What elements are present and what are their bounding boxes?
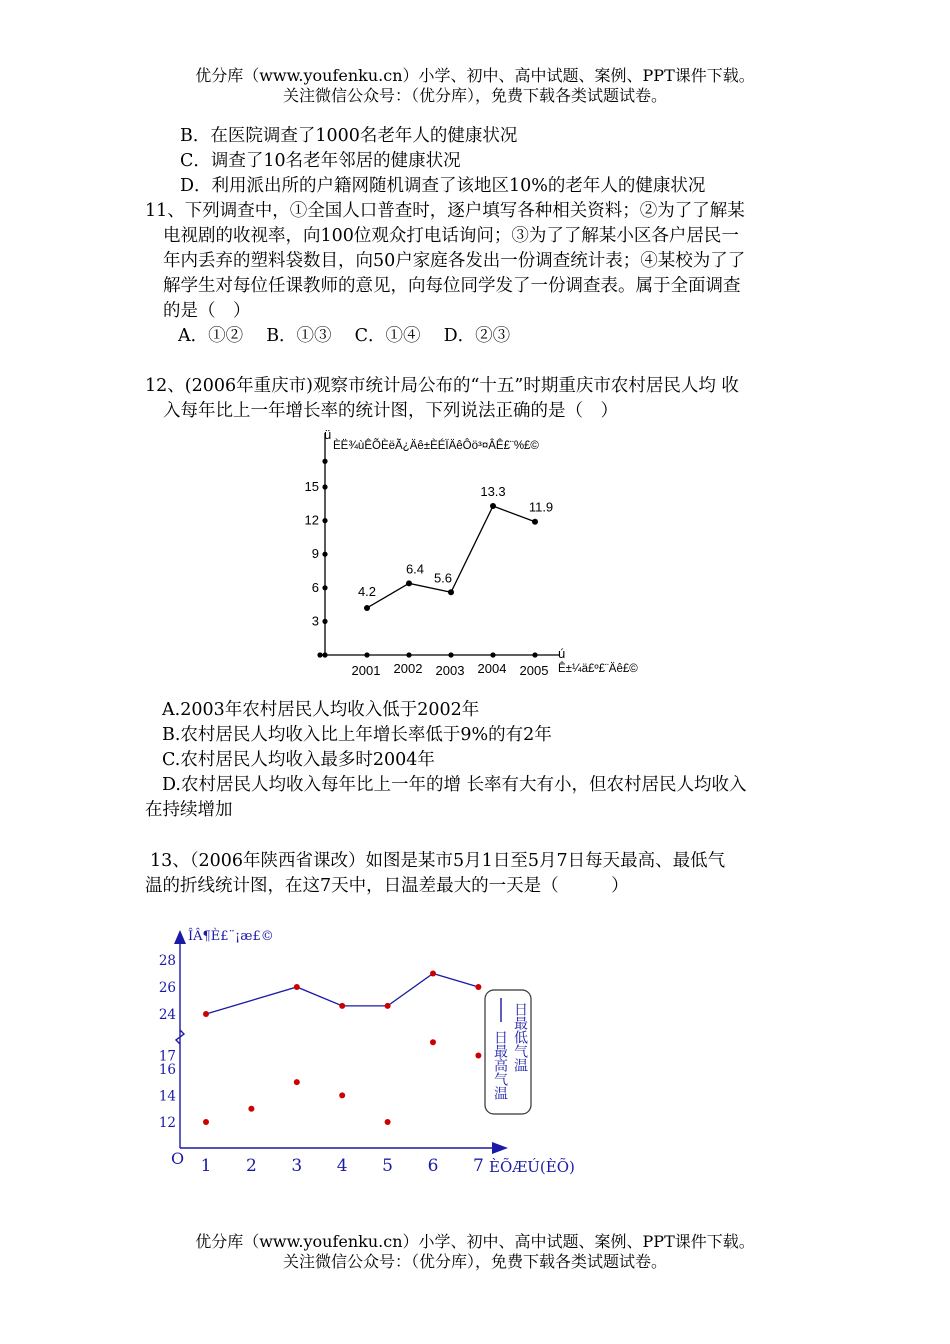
q10-option-b: B．在医院调查了1000名老年人的健康状况 xyxy=(180,126,518,146)
chart2-ytick-label: 16 xyxy=(158,1061,176,1078)
q12-option-d-cont: 在持续增加 xyxy=(145,800,233,820)
chart2-low-temp-point xyxy=(430,1039,436,1045)
chart1-data-point xyxy=(532,519,538,525)
temperature-chart xyxy=(150,922,590,1182)
chart1-data-point xyxy=(364,605,370,611)
header-line-1: 优分库（www.youfenku.cn）小学、初中、高中试题、案例、PPT课件下载。 xyxy=(195,66,755,85)
q13-line-1: 13、（2006年陕西省课改）如图是某市5月1日至5月7日每天最高、最低气 xyxy=(150,851,726,871)
chart2-high-temp-point xyxy=(385,1003,391,1009)
chart1-data-point xyxy=(448,589,454,595)
chart1-xtick-dot xyxy=(448,652,453,657)
chart1-xtick-dot xyxy=(532,652,537,657)
chart2-ytick-label: 14 xyxy=(158,1088,176,1105)
chart2-xtick-label: 5 xyxy=(382,1156,394,1176)
chart1-ytick-dot xyxy=(322,619,327,624)
q11-options: A．①② B．①③ C．①④ D．②③ xyxy=(178,326,511,346)
q10-option-d: D．利用派出所的户籍网随机调查了该地区10%的老年人的健康状况 xyxy=(180,176,706,196)
q12-option-c: C.农村居民人均收入最多时2004年 xyxy=(162,750,435,770)
chart1-ytick-dot xyxy=(322,484,327,489)
q12-option-b: B.农村居民人均收入比上年增长率低于9%的有2年 xyxy=(162,725,552,745)
chart2-low-temp-point xyxy=(339,1092,345,1098)
chart2-low-temp-point xyxy=(385,1119,391,1125)
chart2-y-arrow xyxy=(174,930,186,944)
chart1-data-point xyxy=(490,503,496,509)
chart2-ytick-label: 24 xyxy=(158,1007,176,1023)
chart2-xtick-label: 2 xyxy=(245,1156,257,1176)
legend-high-label: 日最高气温 xyxy=(492,1030,508,1100)
q12-option-a: A.2003年农村居民人均收入低于2002年 xyxy=(162,700,480,720)
chart2-high-temp-point xyxy=(294,984,300,990)
chart2-xtick-label: 6 xyxy=(427,1156,439,1176)
chart1-ylabel: ÈË¾ùÊÕÈëÃ¿Äê±ÈÉÏÄêÔö³¤ÂÊ£¨%£© xyxy=(333,440,539,452)
chart1-xtick-label: 2004 xyxy=(477,661,507,676)
chart2-ytick-label: 28 xyxy=(158,953,176,969)
chart1-data-label: 5.6 xyxy=(433,570,453,586)
q11-line-4: 解学生对每位任课教师的意见，向每位同学发了一份调查表。属于全面调查 xyxy=(163,276,741,296)
q12-line-1: 12、(2006年重庆市)观察市统计局公布的“十五”时期重庆市农村居民人均 收 xyxy=(145,376,739,396)
chart1-origin-dot xyxy=(322,652,327,657)
chart1-data-label: 4.2 xyxy=(357,583,377,599)
chart1-data-label: 11.9 xyxy=(528,499,554,515)
chart2-y-axis xyxy=(176,936,184,1148)
chart1-ytick-label: 3 xyxy=(311,613,319,629)
chart1-xtick-label: 2003 xyxy=(435,663,465,678)
legend-low-label: 日最低气温 xyxy=(512,1002,528,1072)
q11-line-1: 11、下列调查中，①全国人口普查时，逐户填写各种相关资料；②为了了解某 xyxy=(145,201,745,221)
chart1-ytick-label: 15 xyxy=(304,479,319,494)
chart2-xtick-label: 1 xyxy=(200,1156,212,1176)
chart1-ylabel-glyph: ü xyxy=(324,427,332,442)
q13-line-2: 温的折线统计图，在这7天中，日温差最大的一天是（ ） xyxy=(145,876,629,896)
q11-line-5: 的是（ ） xyxy=(163,301,251,321)
chart1-ytick-dot xyxy=(322,459,327,464)
chart2-high-temp-point xyxy=(339,1003,345,1009)
chart1-ytick-dot xyxy=(322,518,327,523)
chart1-xtick-dot xyxy=(490,652,495,657)
q11-line-3: 年内丢弃的塑料袋数目，向50户家庭各发出一份调查统计表；④某校为了了 xyxy=(163,251,746,271)
chart1-ytick-dot xyxy=(322,585,327,590)
q12-option-d: D.农村居民人均收入每年比上一年的增 长率有大有小，但农村居民人均收入 xyxy=(162,775,747,795)
chart2-legend xyxy=(485,990,531,1114)
chart1-xtick-dot xyxy=(406,652,411,657)
chart1-xtick-dot xyxy=(364,652,369,657)
chart1-xtick-label: 2002 xyxy=(393,661,423,676)
chart1-xlabel-glyph: ú xyxy=(558,646,566,661)
chart1-data-point xyxy=(406,580,412,586)
chart1-ytick-label: 12 xyxy=(304,512,319,528)
chart2-ytick-label: 12 xyxy=(158,1115,176,1131)
q10-option-c: C．调查了10名老年邻居的健康状况 xyxy=(180,151,461,171)
chart1-ytick-dot xyxy=(322,552,327,557)
chart2-high-temp-point xyxy=(203,1011,209,1017)
chart2-low-temp-point xyxy=(203,1119,209,1125)
chart2-xtick-label: 4 xyxy=(336,1156,348,1176)
chart2-x-arrow xyxy=(492,1142,508,1154)
chart2-ytick-label: 17 xyxy=(158,1048,176,1065)
q11-line-2: 电视剧的收视率，向100位观众打电话询问；③为了了解某小区各户居民一 xyxy=(163,226,739,246)
chart2-xtick-label: 7 xyxy=(472,1156,484,1176)
chart1-ytick-label: 6 xyxy=(311,579,319,595)
chart2-ylabel: ÎÂ¶È£¨¡æ£© xyxy=(188,929,274,944)
chart1-xlabel: Ê±¼ä£º£¨Äê£© xyxy=(558,663,638,675)
chart2-xtick-label: 3 xyxy=(291,1156,303,1176)
chart1-ytick-label: 9 xyxy=(311,546,319,562)
chart2-high-temp-point xyxy=(475,984,481,990)
chart2-low-temp-point xyxy=(248,1106,254,1112)
chart2-low-temp-point xyxy=(475,1053,481,1059)
chart2-ytick-label: 26 xyxy=(158,980,176,996)
income-growth-chart xyxy=(300,425,680,690)
chart1-xtick-dot xyxy=(317,652,322,657)
chart1-data-label: 6.4 xyxy=(405,561,425,577)
chart2-xlabel: ÈÕÆÚ(ÈÕ) xyxy=(489,1158,575,1176)
header-line-2: 关注微信公众号：（优分库），免费下载各类试题试卷。 xyxy=(282,86,667,105)
footer-line-2: 关注微信公众号：（优分库），免费下载各类试题试卷。 xyxy=(282,1252,667,1271)
chart1-xtick-label: 2001 xyxy=(351,663,381,678)
chart1-axes xyxy=(318,433,560,655)
q12-line-2: 入每年比上一年增长率的统计图，下列说法正确的是（ ） xyxy=(163,401,618,421)
chart2-high-temp-point xyxy=(430,971,436,977)
chart1-data-label: 13.3 xyxy=(480,484,506,500)
chart2-low-temp-point xyxy=(294,1079,300,1085)
chart1-xtick-label: 2005 xyxy=(519,663,549,678)
footer-line-1: 优分库（www.youfenku.cn）小学、初中、高中试题、案例、PPT课件下载。 xyxy=(195,1232,755,1251)
chart2-origin-label: O xyxy=(171,1149,185,1168)
